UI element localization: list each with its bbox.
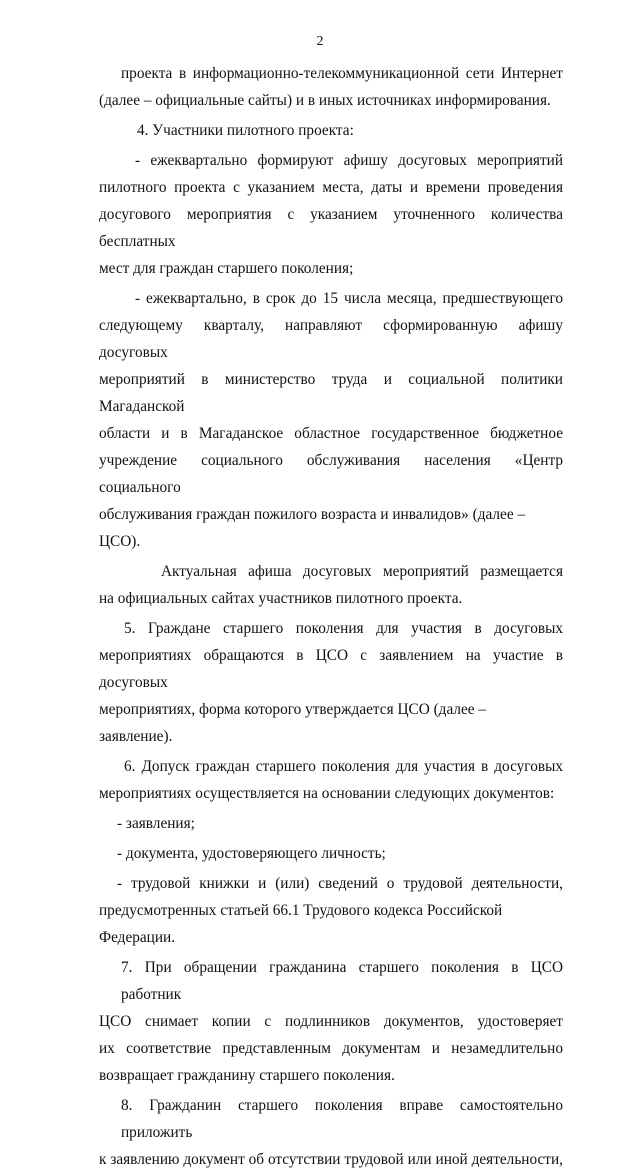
document-body [99,60,563,1176]
text-line: досугового мероприятия с указанием уточненного количества бесплатных [99,206,563,250]
text-line: ЦСО снимает копии с подлинников документов, удостоверяет [99,1013,563,1030]
text-line: - документа, удостоверяющего личность; [117,845,386,862]
text-line: на официальных сайтах участников пилотного проекта. [99,590,463,607]
text-line: к заявлению документ об отсутствии трудовой или иной деятельности, [99,1151,563,1168]
text-line: пилотного проекта с указанием места, даты и времени проведения [99,179,563,196]
text-line: мероприятиях обращаются в ЦСО с заявлением на участие в досуговых [99,647,563,691]
paragraph-list-item-application [99,810,563,837]
text-line: мероприятиях осуществляется на основании следующих документов: [99,785,555,802]
paragraph-section-8 [99,1092,563,1173]
text-line: - ежеквартально формируют афишу досуговых мероприятий [135,152,563,169]
paragraph-section-5 [99,615,563,750]
text-line: - ежеквартально, в срок до 15 числа месяца, предшествующего [135,290,563,307]
text-line: учреждение социального обслуживания населения «Центр социального [99,452,563,496]
page-number: 2 [316,34,324,49]
text-line: 5. Граждане старшего поколения для участия в досуговых [124,620,563,637]
text-line: проекта в информационно-телекоммуникационной сети Интернет [121,65,563,82]
text-line: мероприятиях, форма которого утверждается ЦСО (далее – заявление). [99,701,487,745]
text-line: 7. При обращении гражданина старшего поколения в ЦСО работник [121,959,563,1003]
text-line: обслуживания граждан пожилого возраста и инвалидов» (далее – ЦСО). [99,506,526,550]
paragraph-list-item-send [99,285,563,555]
paragraph-intro-continuation [99,60,563,114]
paragraph-list-item-afisha [99,147,563,282]
text-line: 6. Допуск граждан старшего поколения для участия в досуговых [124,758,563,775]
text-line: возвращает гражданину старшего поколения. [99,1067,395,1084]
text-line: (далее – официальные сайты) и в иных источниках информирования. [99,92,551,109]
paragraph-actual-afisha [99,558,563,612]
text-line: мест для граждан старшего поколения; [99,260,354,277]
paragraph-section-6 [99,753,563,807]
text-line: 8. Гражданин старшего поколения вправе самостоятельно приложить [121,1097,563,1141]
paragraph-list-item-identity [99,840,563,867]
text-line: - заявления; [117,815,195,832]
paragraph-section-7 [99,954,563,1089]
text-line: предусмотренных статьей 66.1 Трудового кодекса Российской Федерации. [99,902,503,946]
text-line: следующему кварталу, направляют сформированную афишу досуговых [99,317,563,361]
text-line: области и в Магаданское областное государственное бюджетное [99,425,563,442]
paragraph-section-4-heading [99,117,563,144]
text-line: мероприятий в министерство труда и социальной политики Магаданской [99,371,563,415]
text-line: Актуальная афиша досуговых мероприятий размещается [161,563,563,580]
text-line: - трудовой книжки и (или) сведений о трудовой деятельности, [117,875,563,892]
paragraph-list-item-workbook [99,870,563,951]
text-line: 4. Участники пилотного проекта: [137,122,354,139]
text-line: их соответствие представленным документам и незамедлительно [99,1040,563,1057]
